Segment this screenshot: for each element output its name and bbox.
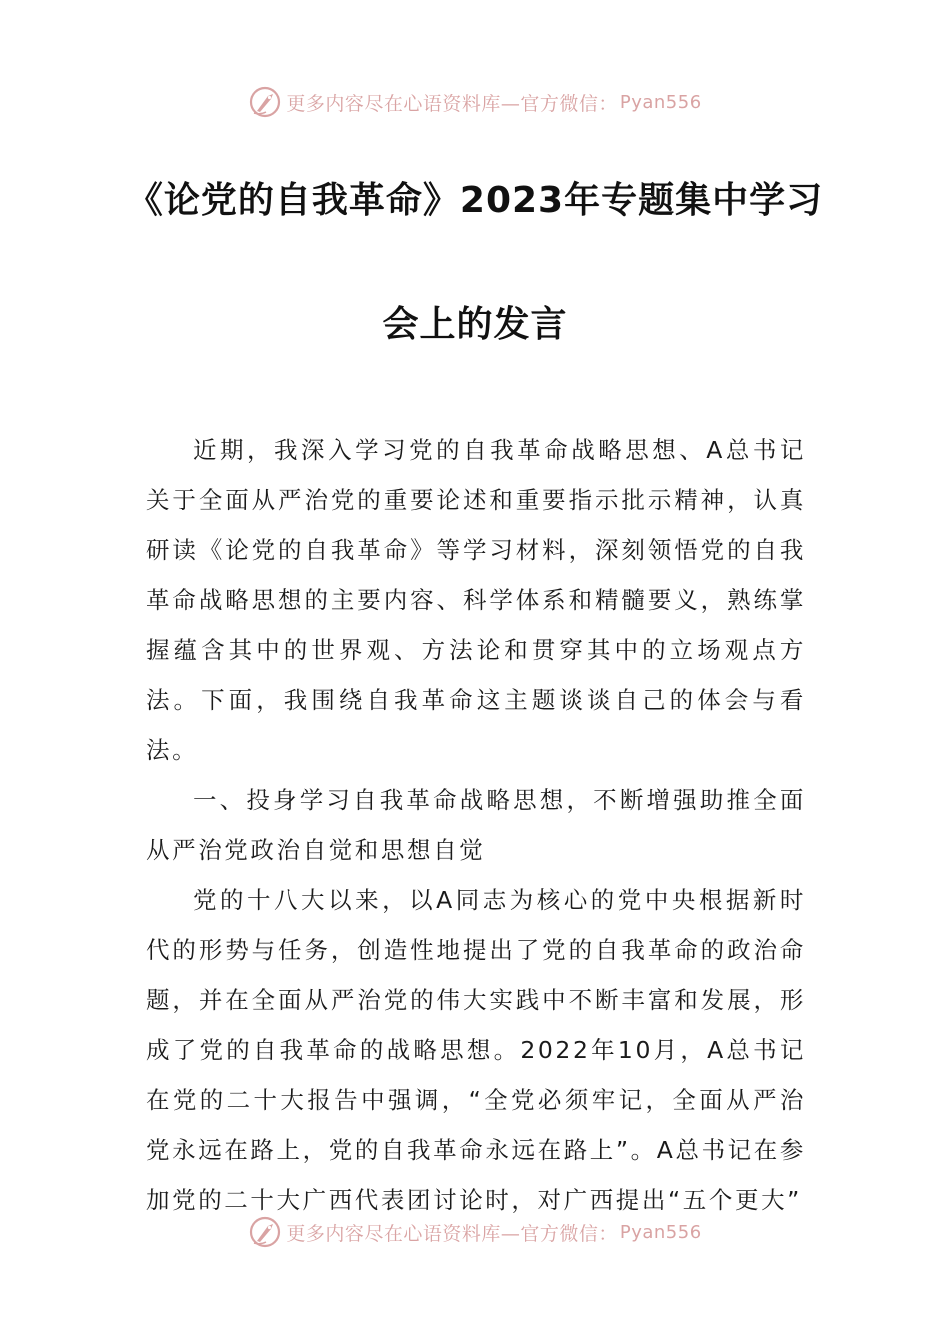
watermark-wechat-id: Pyan556	[619, 1221, 702, 1243]
watermark-wechat-id: Pyan556	[619, 91, 702, 113]
body-paragraph: 近期，我深入学习党的自我革命战略思想、A总书记关于全面从严治党的重要论述和重要指示批示精神，认真研读《论党的自我革命》等学习材料，深刻领悟党的自我革命战略思想的主要内容、科学体系和精髓要义，熟练掌握蕴含其中的世界观、方法论和贯穿其中的立场观点方法。下面，我围绕自我革命这主题谈谈自己的体会与看法。	[146, 436, 807, 764]
document-title-line-1: 《论党的自我革命》2023年专题集中学习	[126, 180, 824, 221]
footer-watermark	[0, 1212, 950, 1252]
pen-nib-logo-icon	[248, 85, 282, 119]
document-title-line-2: 会上的发言	[382, 304, 568, 345]
section-heading: 一、投身学习自我革命战略思想，不断增强助推全面从严治党政治自觉和思想自觉	[146, 786, 806, 864]
header-watermark	[0, 82, 950, 122]
document-body	[146, 425, 806, 1225]
watermark-text: 更多内容尽在心语资料库—官方微信：	[286, 92, 618, 115]
watermark-text: 更多内容尽在心语资料库—官方微信：	[286, 1222, 618, 1245]
pen-nib-logo-icon	[248, 1215, 282, 1249]
body-paragraph: 党的十八大以来，以A同志为核心的党中央根据新时代的形势与任务，创造性地提出了党的自我革命的政治命题，并在全面从严治党的伟大实践中不断丰富和发展，形成了党的自我革命的战略思想。2022年10月，A总书记在党的二十大报告中强调，“全党必须牢记，全面从严治党永远在路上，党的自我革命永远在路上”。A总书记在参加党的二十大广西代表团讨论时，对广西提出“五个更大”	[146, 886, 806, 1214]
